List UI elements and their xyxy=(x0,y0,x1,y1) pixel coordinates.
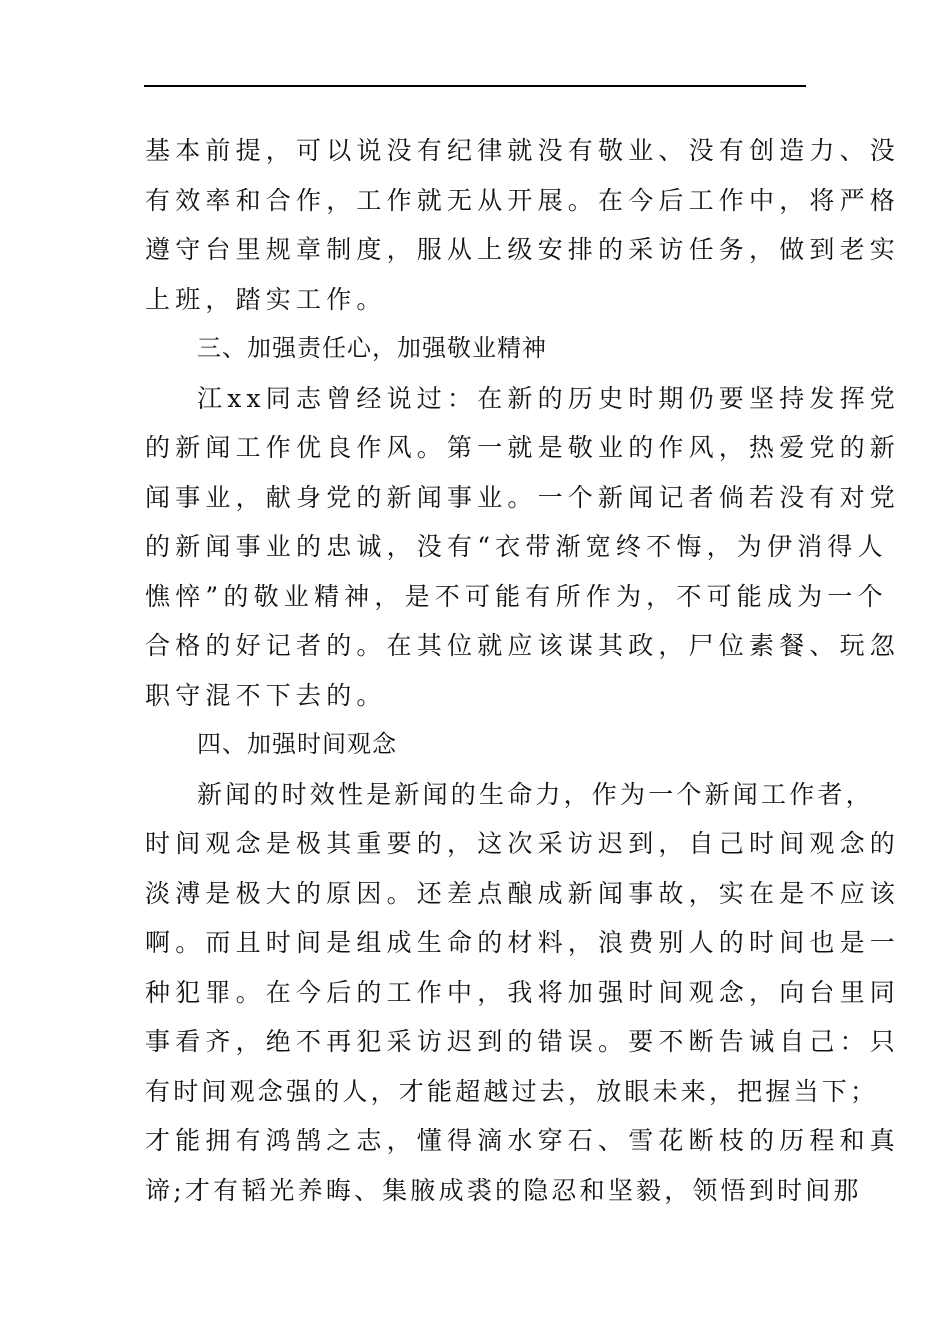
body-line: 有时间观念强的人，才能超越过去，放眼未来，把握当下； xyxy=(145,1076,879,1106)
body-line: 种犯罪。在今后的工作中，我将加强时间观念，向台里同 xyxy=(145,977,901,1007)
body-line: 谛;才有韬光养晦、集腋成裘的隐忍和坚毅，领悟到时间那 xyxy=(145,1175,862,1205)
body-line: 才能拥有鸿鹄之志，懂得滴水穿石、雪花断枝的历程和真 xyxy=(145,1126,901,1155)
section-heading-3: 三、加强责任心，加强敬业精神 xyxy=(197,334,547,362)
body-line: 遵守台里规章制度，服从上级安排的采访任务，做到老实 xyxy=(145,235,901,264)
header-rule xyxy=(144,85,806,87)
body-line: 啊。而且时间是组成生命的材料，浪费别人的时间也是一 xyxy=(145,928,901,957)
document-body xyxy=(145,126,901,1215)
body-line: 憔悴”的敬业精神，是不可能有所作为，不可能成为一个 xyxy=(145,581,888,611)
body-line: 时间观念是极其重要的，这次采访迟到，自己时间观念的 xyxy=(145,829,901,858)
body-line: 上班，踏实工作。 xyxy=(145,284,387,314)
body-line: 淡溥是极大的原因。还差点酿成新闻事故，实在是不应该 xyxy=(145,878,901,908)
body-line: 基本前提，可以说没有纪律就没有敬业、没有创造力、没 xyxy=(145,136,901,165)
section-heading-4: 四、加强时间观念 xyxy=(197,730,397,758)
paragraph-start-line: 江xx同志曾经说过：在新的历史时期仍要坚持发挥党 xyxy=(197,383,901,413)
body-line: 合格的好记者的。在其位就应该谋其政，尸位素餐、玩忽 xyxy=(145,631,901,660)
body-line: 的新闻事业的忠诚，没有“衣带渐宽终不悔，为伊消得人 xyxy=(145,532,888,561)
body-line: 的新闻工作优良作风。第一就是敬业的作风，热爱党的新 xyxy=(145,433,901,462)
body-line: 闻事业，献身党的新闻事业。一个新闻记者倘若没有对党 xyxy=(145,482,901,512)
paragraph-start-line: 新闻的时效性是新闻的生命力，作为一个新闻工作者， xyxy=(197,779,874,809)
body-line: 职守混不下去的。 xyxy=(145,680,387,710)
body-line: 有效率和合作，工作就无从开展。在今后工作中，将严格 xyxy=(145,185,901,215)
body-line: 事看齐，绝不再犯采访迟到的错误。要不断告诫自己：只 xyxy=(145,1027,901,1056)
